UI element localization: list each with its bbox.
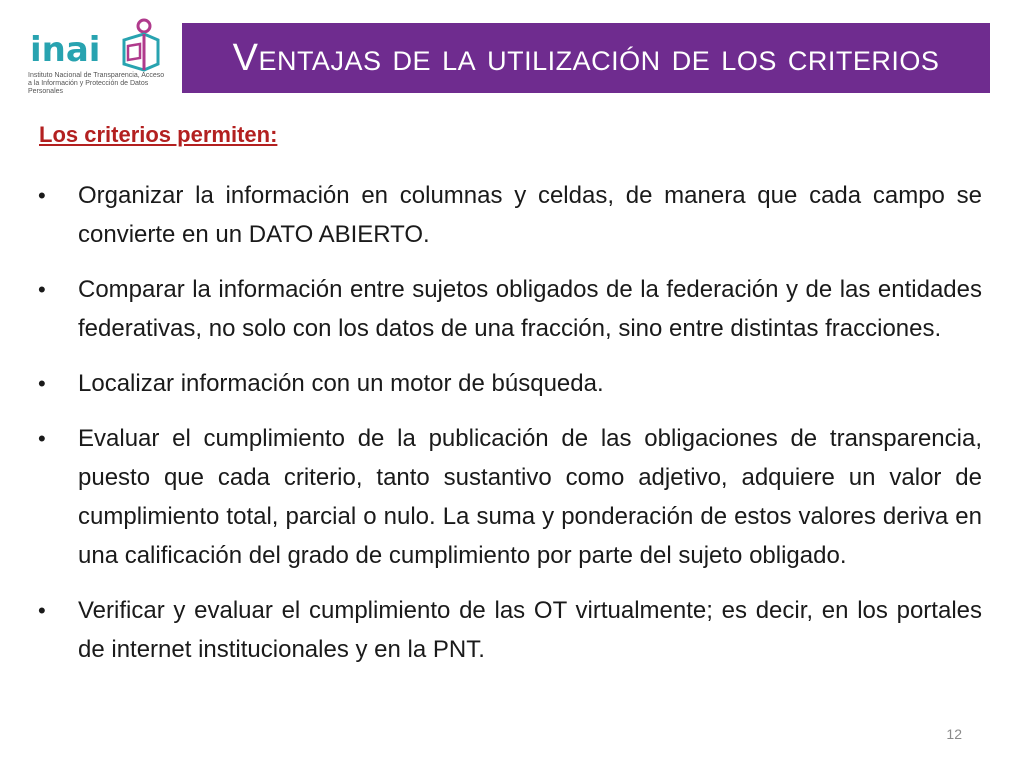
bullet-text: Organizar la información en columnas y celdas, de manera que cada campo se convierte en un DATO ABIERTO. (78, 182, 982, 248)
page-number: 12 (946, 726, 962, 742)
bullet-icon: • (38, 277, 46, 302)
bullet-text: Verificar y evaluar el cumplimiento de las OT virtualmente; es decir, en los portales de internet institucionales y en la PNT. (78, 597, 982, 663)
bullet-icon: • (38, 598, 46, 623)
bullet-text: Localizar información con un motor de búsqueda. (78, 370, 604, 397)
title-bar (182, 23, 990, 93)
bullet-list (38, 176, 982, 685)
inai-logo (22, 14, 172, 98)
bullet-text: Evaluar el cumplimiento de la publicación de las obligaciones de transparencia, puesto que cada criterio, tanto sustantivo como adjetivo, adquiere un valor de cumplimiento total, parcial o nulo. La suma y ponderación de estos valores deriva en una calificación del grado de cumplimiento por parte del sujeto obligado. (78, 425, 982, 569)
logo-wordmark: inai (30, 30, 101, 70)
bullet-text: Comparar la información entre sujetos obligados de la federación y de las entidades federativas, no solo con los datos de una fracción, sino entre distintas fracciones. (78, 276, 982, 342)
bullet-item (38, 419, 982, 575)
bullet-item (38, 591, 982, 669)
bullet-item (38, 364, 982, 403)
inai-emblem-icon (114, 18, 162, 74)
bullet-icon: • (38, 426, 46, 451)
bullet-icon: • (38, 371, 46, 396)
bullet-item (38, 176, 982, 254)
slide-title: Ventajas de la utilización de los criterios (232, 36, 940, 79)
bullet-item (38, 270, 982, 348)
subheading: Los criterios permiten: (39, 122, 278, 147)
logo-caption: Instituto Nacional de Transparencia, Acceso a la Información y Protección de Datos Personales (28, 72, 165, 95)
bullet-icon: • (38, 183, 46, 208)
